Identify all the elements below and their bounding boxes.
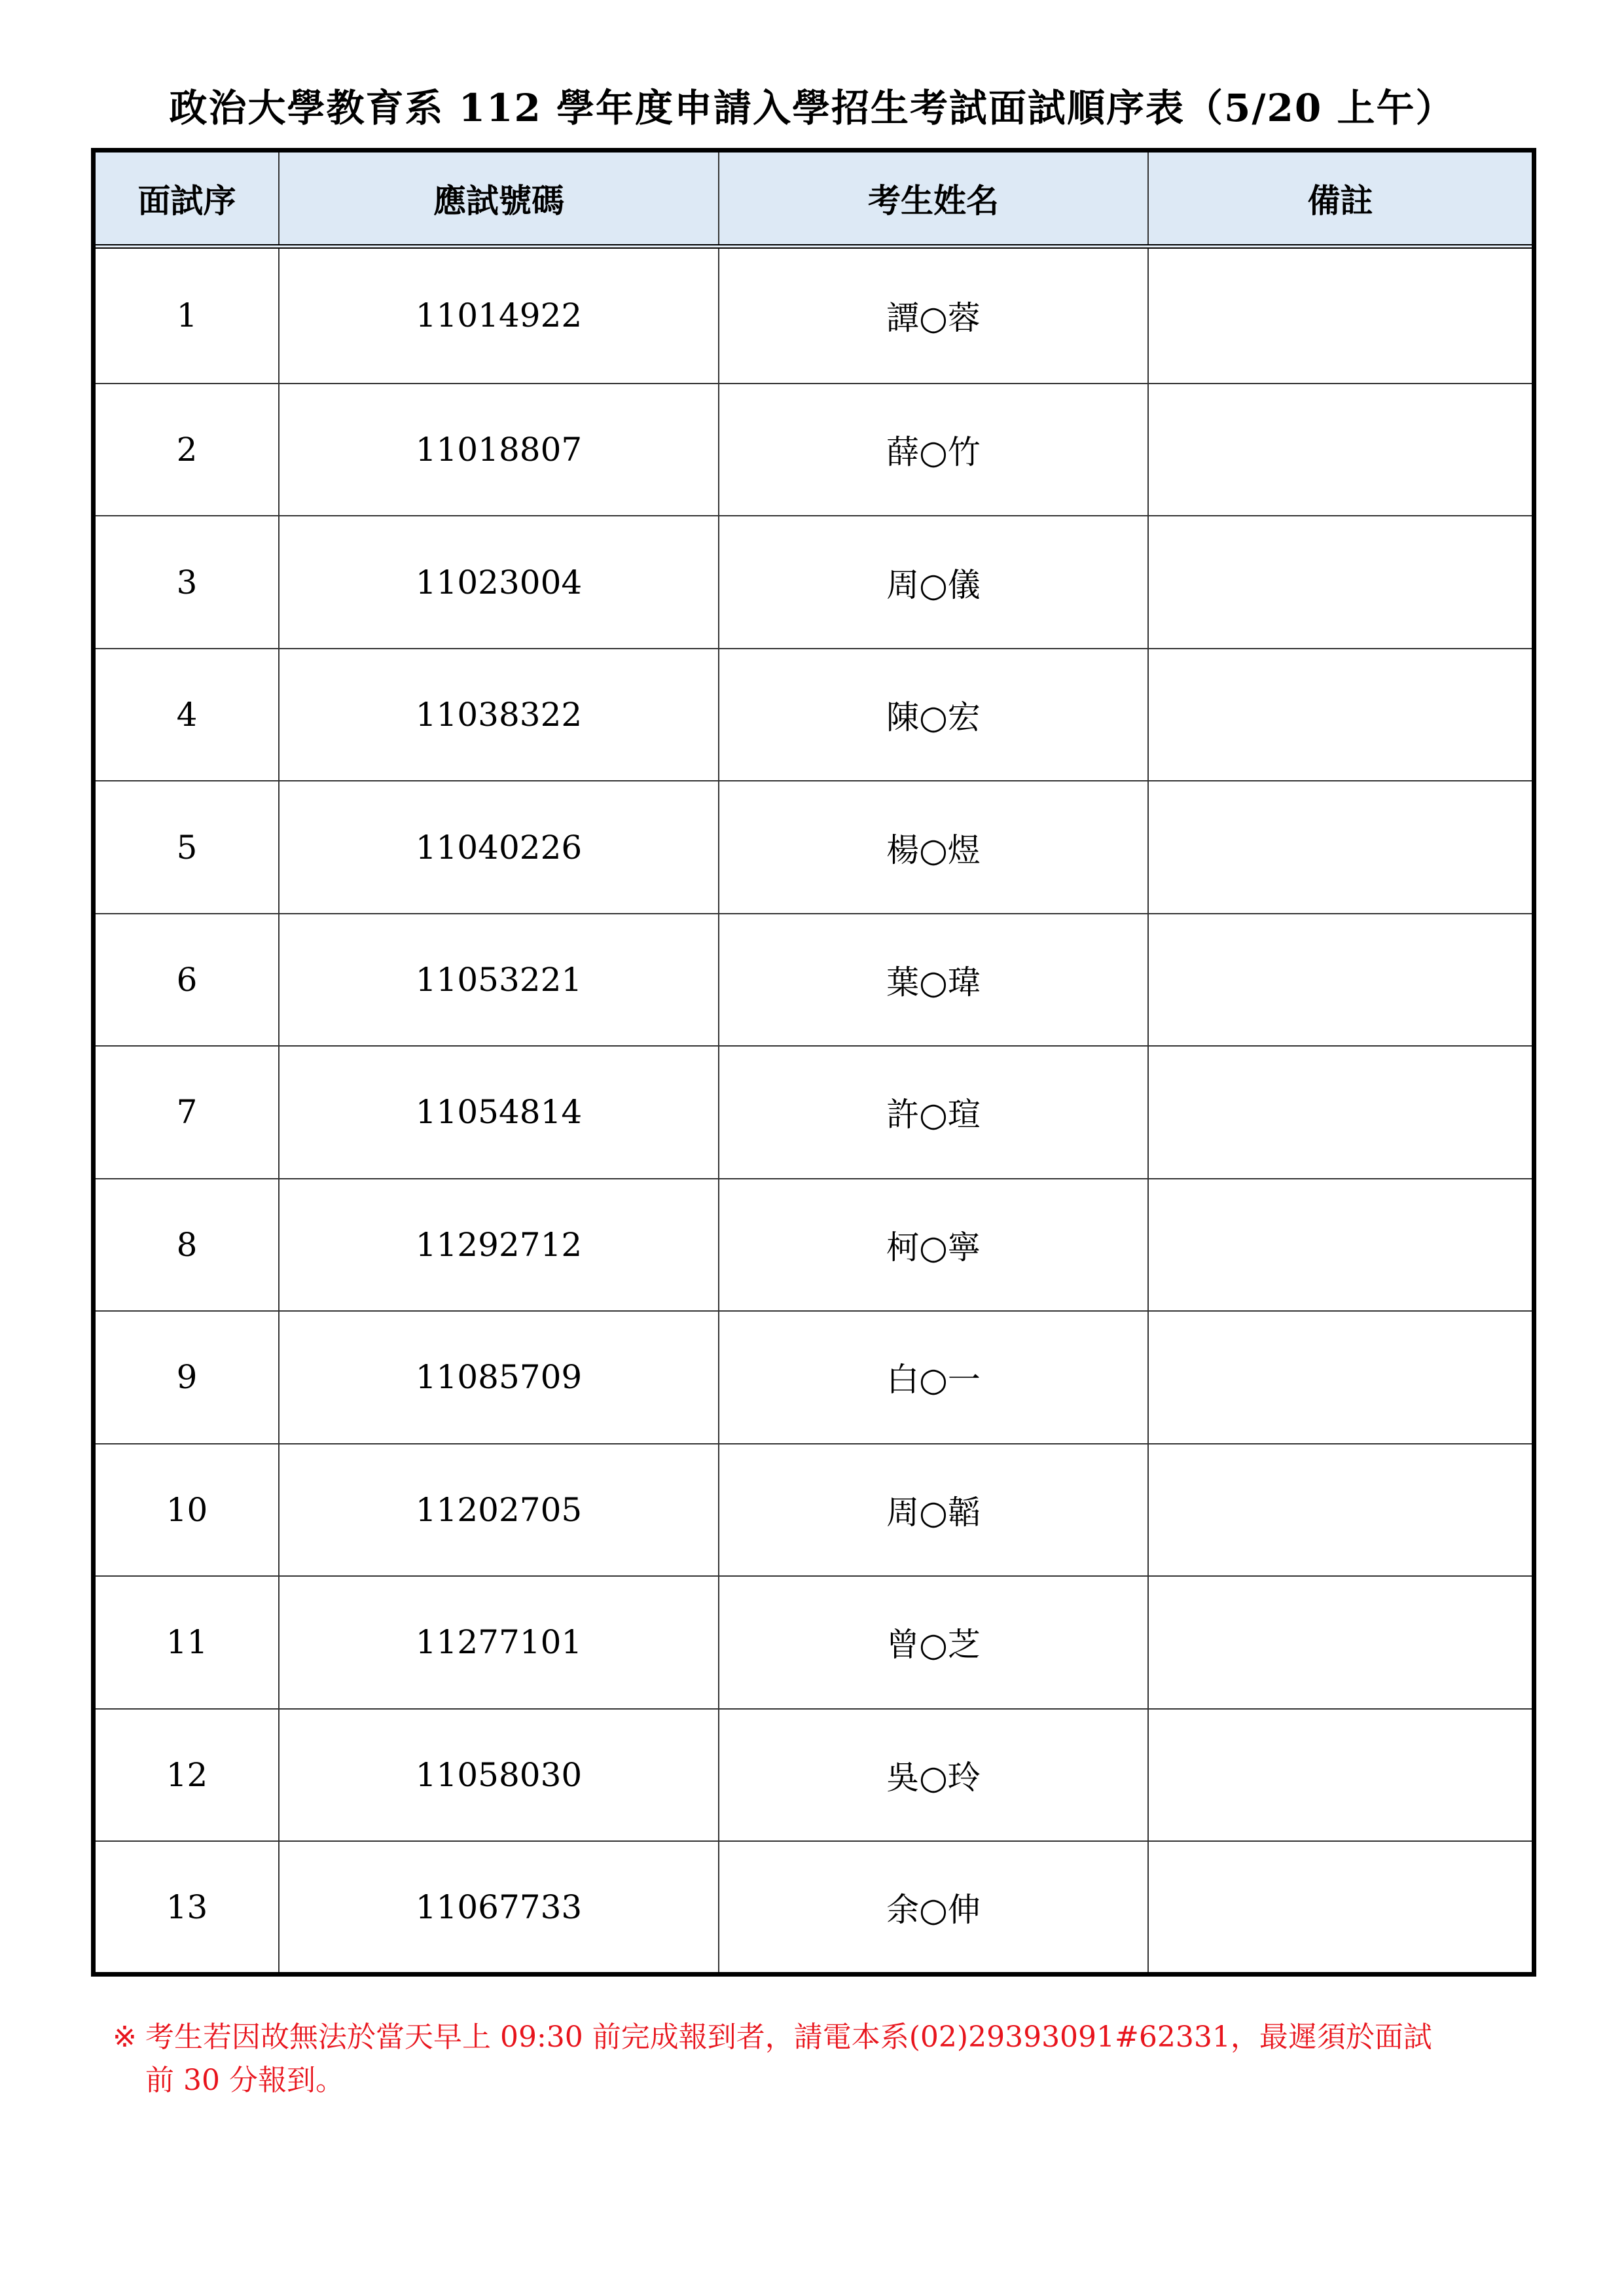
cell-remarks: [1148, 516, 1532, 648]
cell-candidate-name: 薛○竹: [719, 384, 1148, 516]
table-row: [96, 781, 1532, 913]
cell-interview-order: 13: [96, 1841, 279, 1972]
cell-remarks: [1148, 1576, 1532, 1708]
cell-candidate-name: 周○儀: [719, 516, 1148, 648]
cell-exam-number: 11067733: [279, 1841, 719, 1972]
cell-remarks: [1148, 247, 1532, 384]
header-interview-order: 面試序: [96, 152, 279, 247]
cell-interview-order: 3: [96, 516, 279, 648]
reference-mark: ※: [113, 2020, 137, 2054]
table-row: [96, 384, 1532, 516]
cell-candidate-name: 余○伸: [719, 1841, 1148, 1972]
cell-exam-number: 11040226: [279, 781, 719, 913]
table-row: [96, 1576, 1532, 1708]
cell-remarks: [1148, 1179, 1532, 1311]
cell-exam-number: 11202705: [279, 1444, 719, 1576]
cell-exam-number: 11058030: [279, 1709, 719, 1841]
cell-candidate-name: 楊○煜: [719, 781, 1148, 913]
table-row: [96, 516, 1532, 648]
cell-interview-order: 10: [96, 1444, 279, 1576]
footnote-line-1: 考生若因故無法於當天早上 09:30 前完成報到者，請電本系(02)29393091#62331，最遲須於面試: [145, 2020, 1432, 2054]
cell-candidate-name: 葉○瑋: [719, 914, 1148, 1046]
cell-interview-order: 5: [96, 781, 279, 913]
table-row: [96, 1444, 1532, 1576]
cell-candidate-name: 周○韜: [719, 1444, 1148, 1576]
cell-remarks: [1148, 914, 1532, 1046]
cell-exam-number: 11014922: [279, 247, 719, 384]
cell-exam-number: 11018807: [279, 384, 719, 516]
footnote: [113, 2016, 1520, 2102]
interview-order-table-frame: [91, 148, 1536, 1977]
cell-candidate-name: 曾○芝: [719, 1576, 1148, 1708]
cell-remarks: [1148, 1841, 1532, 1972]
table-row: [96, 914, 1532, 1046]
table-header-row: [96, 152, 1532, 247]
table-row: [96, 1709, 1532, 1841]
cell-exam-number: 11277101: [279, 1576, 719, 1708]
cell-remarks: [1148, 649, 1532, 781]
interview-order-table: [96, 152, 1532, 1972]
cell-candidate-name: 吳○玲: [719, 1709, 1148, 1841]
cell-exam-number: 11085709: [279, 1311, 719, 1443]
cell-interview-order: 7: [96, 1046, 279, 1178]
cell-remarks: [1148, 1311, 1532, 1443]
table-body: [96, 247, 1532, 1973]
footnote-line-2: 前 30 分報到。: [145, 2064, 344, 2097]
cell-remarks: [1148, 781, 1532, 913]
table-row: [96, 1311, 1532, 1443]
cell-interview-order: 8: [96, 1179, 279, 1311]
cell-interview-order: 11: [96, 1576, 279, 1708]
table-row: [96, 1841, 1532, 1972]
table-row: [96, 247, 1532, 384]
cell-interview-order: 1: [96, 247, 279, 384]
table-row: [96, 649, 1532, 781]
cell-remarks: [1148, 1046, 1532, 1178]
cell-candidate-name: 許○瑄: [719, 1046, 1148, 1178]
header-exam-number: 應試號碼: [279, 152, 719, 247]
cell-exam-number: 11053221: [279, 914, 719, 1046]
cell-interview-order: 2: [96, 384, 279, 516]
cell-remarks: [1148, 1709, 1532, 1841]
cell-candidate-name: 柯○寧: [719, 1179, 1148, 1311]
cell-exam-number: 11023004: [279, 516, 719, 648]
table-row: [96, 1179, 1532, 1311]
table-row: [96, 1046, 1532, 1178]
cell-interview-order: 12: [96, 1709, 279, 1841]
header-candidate-name: 考生姓名: [719, 152, 1148, 247]
cell-interview-order: 6: [96, 914, 279, 1046]
cell-candidate-name: 白○一: [719, 1311, 1148, 1443]
cell-remarks: [1148, 1444, 1532, 1576]
cell-interview-order: 9: [96, 1311, 279, 1443]
cell-candidate-name: 陳○宏: [719, 649, 1148, 781]
page-title: 政治大學教育系 112 學年度申請入學招生考試面試順序表（5/20 上午）: [169, 86, 1455, 130]
cell-interview-order: 4: [96, 649, 279, 781]
header-remarks: 備註: [1148, 152, 1532, 247]
cell-exam-number: 11038322: [279, 649, 719, 781]
cell-candidate-name: 譚○蓉: [719, 247, 1148, 384]
cell-remarks: [1148, 384, 1532, 516]
cell-exam-number: 11292712: [279, 1179, 719, 1311]
cell-exam-number: 11054814: [279, 1046, 719, 1178]
